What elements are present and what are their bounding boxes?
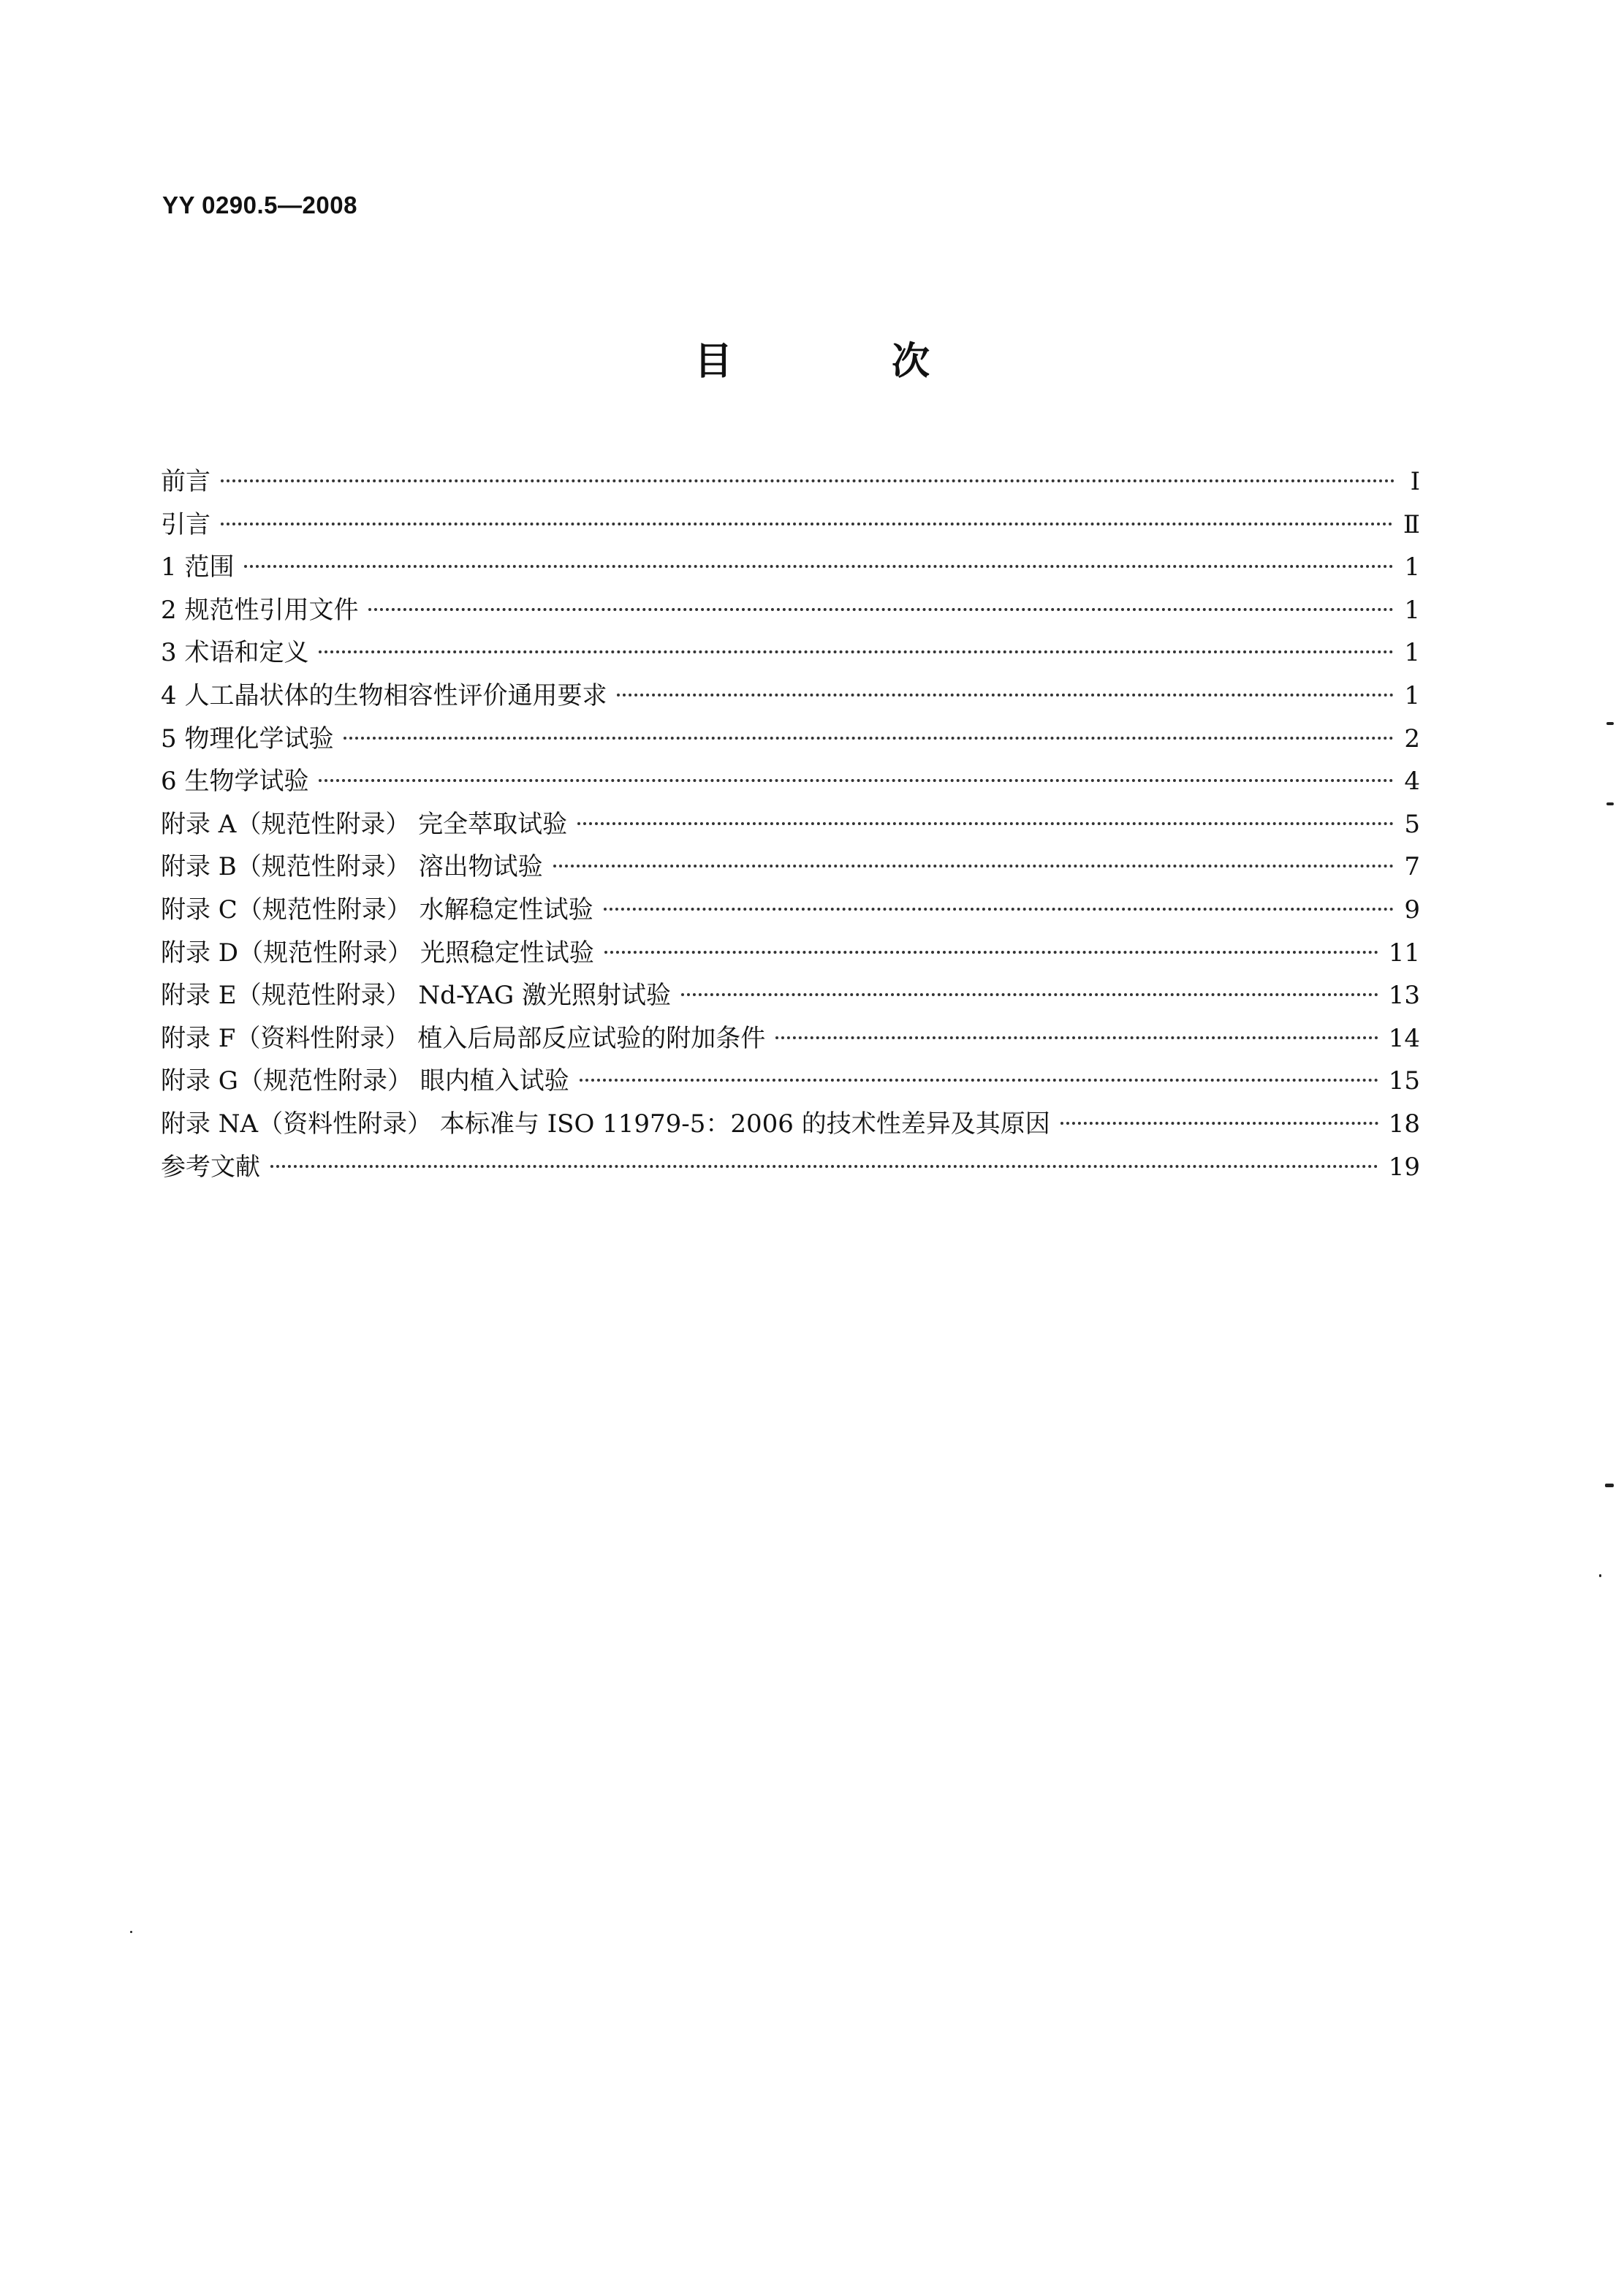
dot-leader bbox=[775, 1036, 1378, 1039]
toc-entry-annex-g[interactable] bbox=[161, 1060, 1420, 1103]
toc-entry-page: 9 bbox=[1404, 895, 1420, 925]
scan-speck bbox=[1605, 1484, 1614, 1487]
toc-entry-page: 1 bbox=[1404, 553, 1420, 582]
toc-entry-label: 附录 D（规范性附录） 光照稳定性试验 bbox=[161, 938, 594, 968]
toc-entry-page: 13 bbox=[1388, 981, 1420, 1011]
toc-entry-section-5[interactable] bbox=[161, 718, 1420, 761]
toc-entry-annex-b[interactable] bbox=[161, 846, 1420, 889]
dot-leader bbox=[604, 951, 1378, 954]
toc-entry-label: 附录 A（规范性附录） 完全萃取试验 bbox=[161, 809, 568, 839]
toc-entry-label: 附录 B（规范性附录） 溶出物试验 bbox=[161, 852, 543, 882]
toc-entry-label: 附录 F（资料性附录） 植入后局部反应试验的附加条件 bbox=[161, 1023, 766, 1053]
toc-entry-page: 15 bbox=[1388, 1066, 1420, 1096]
toc-entry-annex-na[interactable] bbox=[161, 1103, 1420, 1146]
toc-entry-page: 4 bbox=[1404, 767, 1420, 797]
scan-speck bbox=[130, 1931, 132, 1933]
scan-speck bbox=[1606, 722, 1614, 725]
toc-entry-label: 5 物理化学试验 bbox=[161, 724, 334, 753]
dot-leader bbox=[580, 1079, 1378, 1082]
dot-leader bbox=[221, 479, 1395, 482]
toc-entry-annex-c[interactable] bbox=[161, 889, 1420, 932]
toc-entry-page: Ⅰ bbox=[1410, 467, 1420, 496]
dot-leader bbox=[1060, 1122, 1378, 1125]
toc-entry-label: 2 规范性引用文件 bbox=[161, 595, 359, 625]
toc-entry-page: 5 bbox=[1404, 809, 1420, 839]
dot-leader bbox=[344, 737, 1394, 740]
toc-entry-page: 7 bbox=[1404, 852, 1420, 882]
toc-entry-page: 18 bbox=[1388, 1109, 1420, 1139]
toc-entry-page: 14 bbox=[1388, 1023, 1420, 1053]
toc-entry-label: 附录 C（规范性附录） 水解稳定性试验 bbox=[161, 895, 593, 925]
dot-leader bbox=[244, 565, 1394, 568]
toc-entry-section-4[interactable] bbox=[161, 675, 1420, 718]
dot-leader bbox=[368, 608, 1394, 611]
toc-entry-page: 11 bbox=[1388, 938, 1420, 968]
dot-leader bbox=[270, 1165, 1378, 1168]
toc-entry-introduction[interactable] bbox=[161, 504, 1420, 547]
dot-leader bbox=[221, 523, 1393, 525]
table-of-contents bbox=[161, 460, 1420, 1188]
toc-entry-foreword[interactable] bbox=[161, 460, 1420, 504]
toc-entry-section-2[interactable] bbox=[161, 589, 1420, 632]
toc-entry-label: 附录 G（规范性附录） 眼内植入试验 bbox=[161, 1066, 569, 1096]
dot-leader bbox=[681, 993, 1378, 996]
toc-entry-annex-a[interactable] bbox=[161, 803, 1420, 846]
toc-entry-label: 引言 bbox=[161, 509, 210, 539]
toc-entry-label: 附录 NA（资料性附录） 本标准与 ISO 11979-5：2006 的技术性差异及其原因 bbox=[161, 1109, 1050, 1139]
toc-entry-label: 1 范围 bbox=[161, 553, 235, 582]
toc-entry-label: 参考文献 bbox=[161, 1152, 260, 1182]
page-title: 目 次 bbox=[694, 340, 1003, 384]
scan-speck bbox=[1599, 1574, 1601, 1577]
toc-entry-label: 附录 E（规范性附录） Nd-YAG 激光照射试验 bbox=[161, 981, 672, 1011]
dot-leader bbox=[553, 865, 1395, 867]
dot-leader bbox=[319, 779, 1394, 782]
toc-entry-section-6[interactable] bbox=[161, 760, 1420, 803]
toc-entry-section-3[interactable] bbox=[161, 631, 1420, 675]
toc-entry-page: 1 bbox=[1404, 638, 1420, 668]
toc-entry-label: 4 人工晶状体的生物相容性评价通用要求 bbox=[161, 680, 607, 710]
toc-entry-annex-f[interactable] bbox=[161, 1017, 1420, 1060]
toc-entry-label: 6 生物学试验 bbox=[161, 767, 309, 797]
toc-entry-page: 1 bbox=[1404, 595, 1420, 625]
toc-entry-section-1[interactable] bbox=[161, 546, 1420, 589]
dot-leader bbox=[604, 908, 1395, 911]
toc-entry-page: 2 bbox=[1404, 724, 1420, 753]
toc-entry-label: 前言 bbox=[161, 467, 210, 496]
toc-entry-label: 3 术语和定义 bbox=[161, 638, 309, 668]
toc-entry-page: 19 bbox=[1388, 1152, 1420, 1182]
toc-entry-page: 1 bbox=[1404, 680, 1420, 710]
scan-speck bbox=[1606, 802, 1614, 805]
toc-entry-annex-d[interactable] bbox=[161, 932, 1420, 975]
dot-leader bbox=[617, 694, 1394, 696]
toc-entry-annex-e[interactable] bbox=[161, 974, 1420, 1017]
toc-entry-bibliography[interactable] bbox=[161, 1146, 1420, 1189]
dot-leader bbox=[319, 650, 1394, 653]
document-code: YY 0290.5—2008 bbox=[162, 191, 357, 219]
toc-entry-page: Ⅱ bbox=[1403, 509, 1420, 539]
dot-leader bbox=[577, 822, 1394, 825]
